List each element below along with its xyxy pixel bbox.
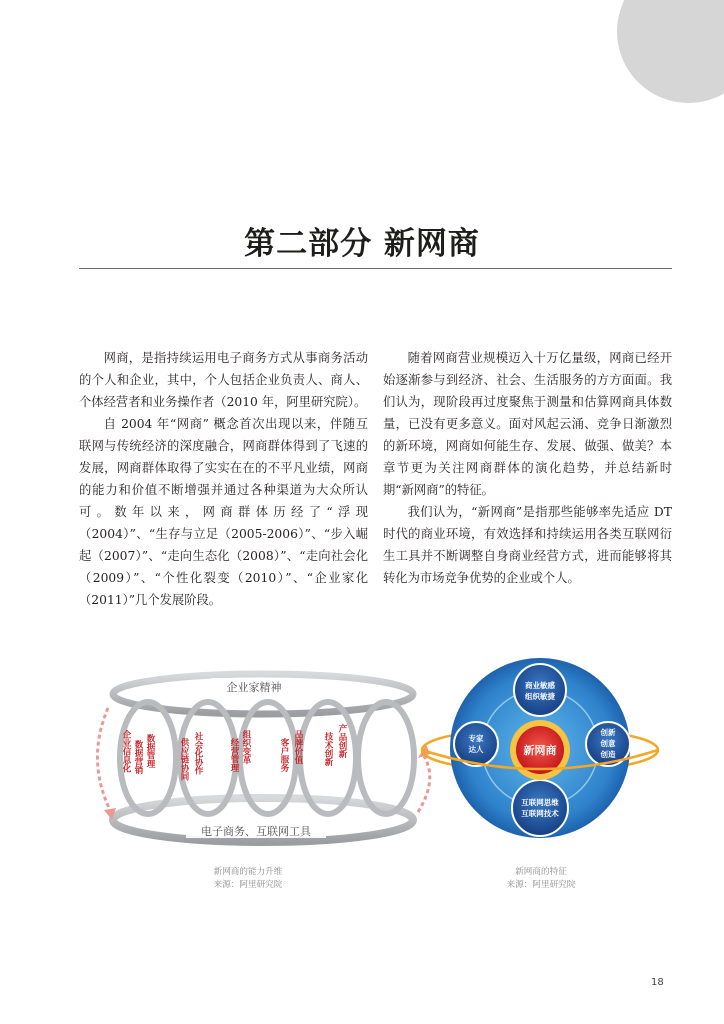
paragraph: 自 2004 年“网商” 概念首次出现以来，伴随互联网与传统经济的深度融合，网商群体得到了飞速的发展，网商群体取得了实实在在的不平凡业绩，网商的能力和价值不断增强并通过各种渠道为大众所认可。数年以来，网商群体历经了“浮现（2004）”、“生存与立足（2005-2006）”、“步入崛起（2007）”、“走向生态化（2008）”、“走向社会化（2009）”、“个性化裂变（2010）”、“企业家化（2011）”几个发展阶段。	[79, 417, 368, 607]
satellite-bottom	[512, 780, 568, 836]
left-label-line: 专家	[468, 734, 484, 743]
cycle-arrow-left	[97, 708, 110, 810]
caption-title: 新网商的能力升维	[213, 867, 283, 877]
caption-source: 来源：阿里研究院	[213, 880, 283, 890]
characteristics-diagram	[420, 648, 660, 848]
spiral-label: 企业信息化	[121, 730, 131, 773]
bottom-label-line: 互联网技术	[521, 809, 559, 818]
caption-source: 来源：阿里研究院	[506, 880, 576, 890]
left-text-column	[79, 347, 368, 611]
left-figure-caption	[188, 866, 308, 892]
spiral-label: 组织变革	[241, 730, 251, 764]
spiral-label: 品牌价值	[293, 730, 303, 764]
spiral-label: 客户服务	[279, 738, 289, 772]
paragraph: 网商，是指持续运用电子商务方式从事商务活动的个人和企业，其中，个人包括企业负责人、商人、个体经营者和业务操作者（2010 年，阿里研究院）。	[79, 351, 368, 409]
bottom-label-line: 互联网思维	[521, 798, 559, 807]
right-text-column	[383, 347, 672, 589]
spiral-label: 数据营销	[133, 740, 143, 774]
page-number: 18	[651, 977, 664, 988]
spiral-label: 社会化协作	[193, 732, 203, 775]
right-figure-caption	[486, 866, 596, 892]
top-label-line: 商业敏感	[525, 681, 555, 690]
spiral-label: 数据管理	[145, 734, 155, 768]
paragraph: 我们认为，“新网商”是指那些能够率先适应 DT 时代的商业环境，有效选择和持续运用各类互联网衍生工具并不断调整自身商业经营方式，进而能够将其转化为市场竞争优势的企业或个人。	[383, 505, 672, 585]
right-label-line: 创新	[600, 728, 616, 737]
top-label-line: 组织敏捷	[525, 692, 555, 701]
spiral-label: 产品创新	[337, 724, 347, 758]
spiral-label: 供应链协同	[179, 738, 189, 781]
top-ring-label: 企业家精神	[226, 681, 282, 694]
caption-title: 新网商的特征	[515, 867, 567, 877]
bottom-ring-label: 电子商务、互联网工具	[201, 825, 311, 838]
corner-decoration	[617, 0, 724, 103]
right-label-line: 创意	[600, 739, 616, 748]
satellite-top	[514, 664, 566, 716]
right-label-line: 创造	[600, 750, 616, 759]
spiral-label: 技术创新	[323, 732, 333, 766]
section-title: 第二部分 新网商	[244, 226, 480, 262]
capability-spiral-diagram	[88, 660, 428, 860]
left-label-line: 达人	[468, 745, 484, 754]
paragraph: 随着网商营业规模迈入十万亿量级，网商已经开始逐渐参与到经济、社会、生活服务的方方面面。我们认为，现阶段再过度聚焦于测量和估算网商具体数量，已没有更多意义。面对风起云涌、竞争日渐激烈的新环境，网商如何能生存、发展、做强、做美？本章节更为关注网商群体的演化趋势，并总结新时期“新网商”的特征。	[383, 351, 672, 497]
core-label: 新网商	[523, 744, 557, 757]
spiral-label: 经营管理	[229, 738, 239, 772]
title-divider	[79, 268, 672, 269]
